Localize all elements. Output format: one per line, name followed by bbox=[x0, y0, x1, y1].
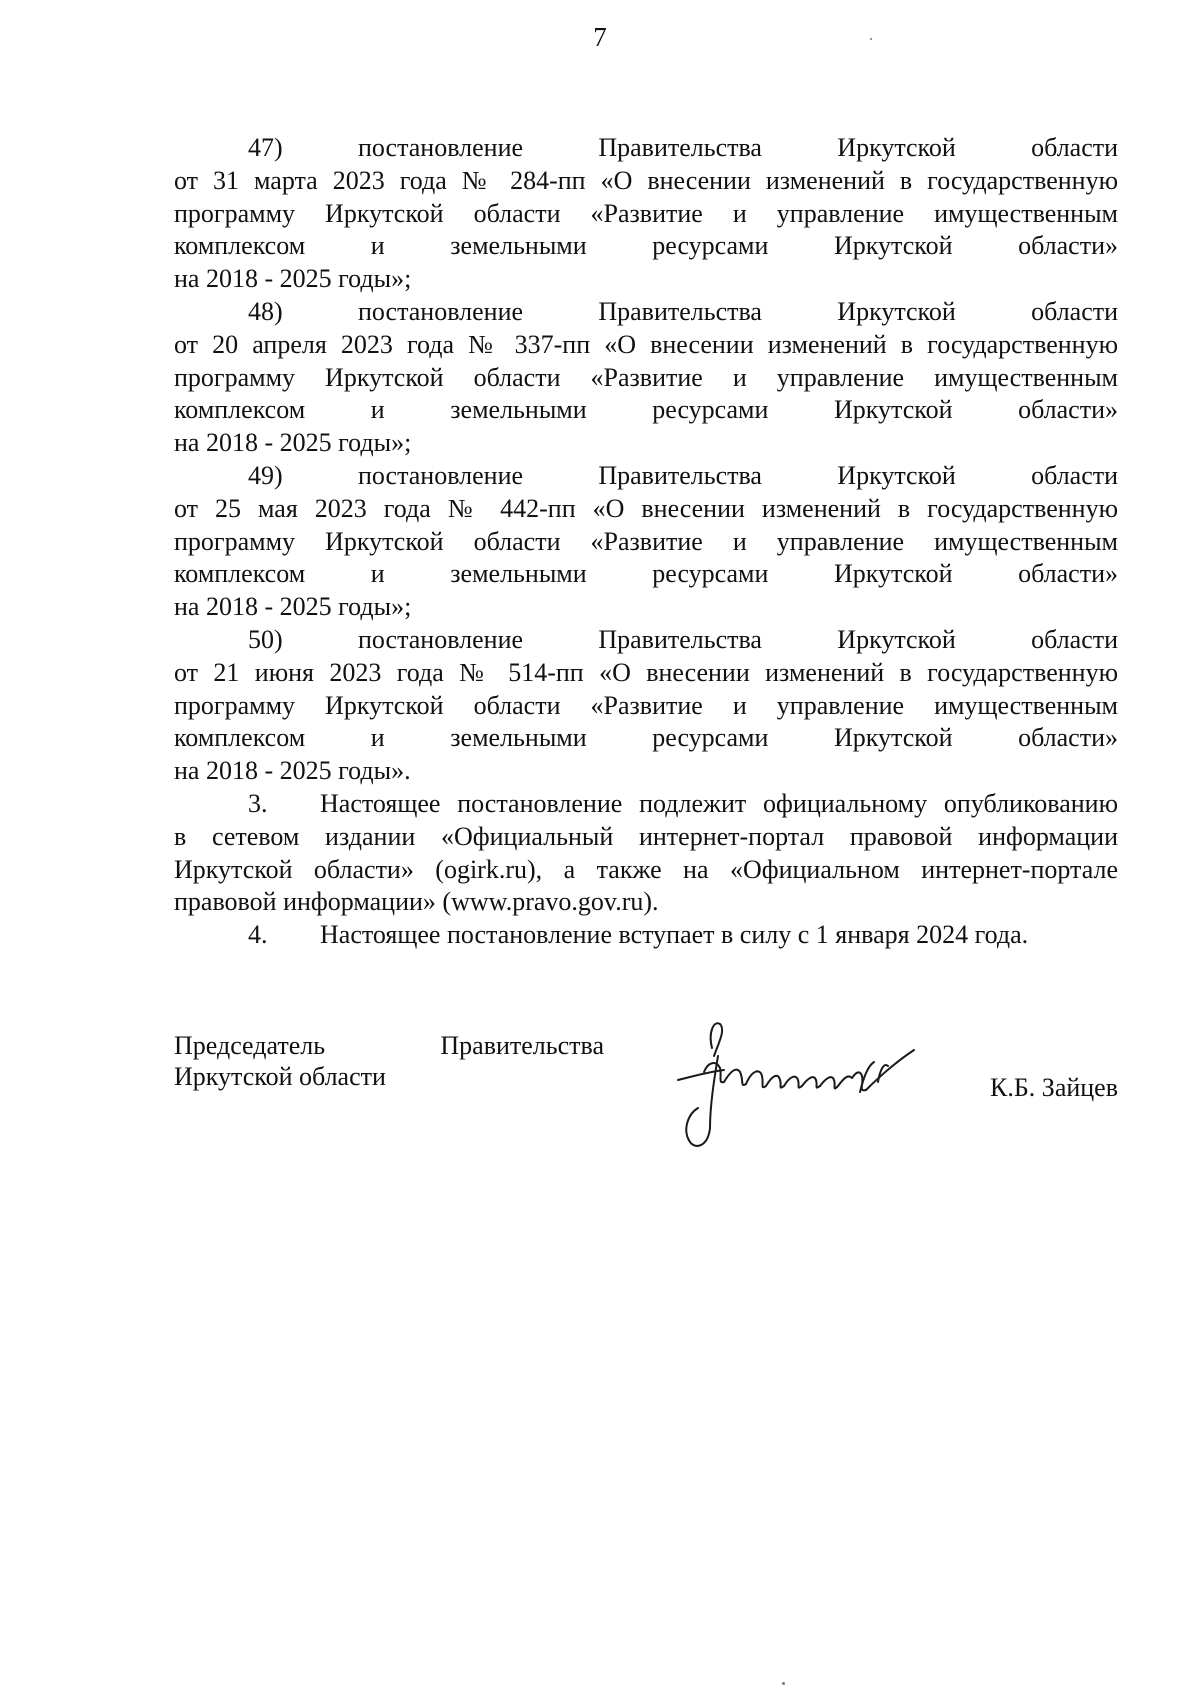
clause-text-line: в сетевом издании «Официальный интернет-портал правовой информации bbox=[174, 821, 1118, 851]
item-head-word: Иркутской bbox=[837, 624, 956, 654]
list-item-50 bbox=[174, 624, 1118, 788]
item-number: 50) bbox=[248, 624, 283, 654]
item-head-word: Иркутской bbox=[837, 296, 956, 326]
item-head-word: Правительства bbox=[598, 133, 762, 162]
clause-number: 3. bbox=[248, 788, 268, 818]
handwritten-signature bbox=[674, 1010, 934, 1160]
clause-first-line bbox=[174, 788, 1118, 821]
item-head-line bbox=[174, 624, 1118, 657]
position-word: Правительства bbox=[440, 1031, 604, 1060]
position-line-2: Иркутской области bbox=[174, 1062, 386, 1091]
position-word: Председатель bbox=[174, 1031, 326, 1060]
item-head-word: области bbox=[1031, 296, 1119, 326]
scan-speck bbox=[870, 38, 872, 40]
item-head-word: постановление bbox=[357, 460, 524, 490]
clause-text-line: Иркутской области» (ogirk.ru), а также на «Официальном интернет-портале bbox=[174, 854, 1118, 884]
item-text-line: от 25 мая 2023 года № 442-пп «О внесении изменений в государственную bbox=[174, 493, 1118, 523]
signatory-position bbox=[174, 1030, 604, 1092]
clause-3 bbox=[174, 788, 1118, 919]
item-text-line: программу Иркутской области «Развитие и управление имущественным bbox=[174, 690, 1118, 720]
item-number: 48) bbox=[248, 296, 283, 326]
clause-first-line bbox=[174, 919, 1118, 952]
item-text-line: на 2018 - 2025 годы». bbox=[174, 756, 411, 786]
list-item-47 bbox=[174, 132, 1118, 296]
signatory-name: К.Б. Зайцев bbox=[990, 1073, 1118, 1102]
position-line-1 bbox=[174, 1030, 604, 1061]
document-body bbox=[174, 132, 1118, 952]
item-text-line: программу Иркутской области «Развитие и управление имущественным bbox=[174, 198, 1118, 228]
item-head-word: Правительства bbox=[598, 624, 762, 654]
item-text-line: комплексом и земельными ресурсами Иркутской области» bbox=[174, 231, 1118, 261]
item-head-word: области bbox=[1031, 133, 1119, 162]
item-number: 49) bbox=[248, 460, 283, 490]
item-head-word: области bbox=[1031, 460, 1119, 490]
page-number: 7 bbox=[593, 22, 607, 52]
clause-text: Настоящее постановление подлежит официальному опубликованию bbox=[320, 788, 1118, 818]
clause-text: Настоящее постановление вступает в силу с 1 января 2024 года. bbox=[320, 920, 1029, 950]
scan-speck bbox=[782, 1682, 785, 1685]
item-text-line: на 2018 - 2025 годы»; bbox=[174, 264, 412, 294]
list-item-49 bbox=[174, 460, 1118, 624]
item-head-line bbox=[174, 132, 1118, 165]
item-text-line: от 21 июня 2023 года № 514-пп «О внесении изменений в государственную bbox=[174, 657, 1118, 687]
signature-block bbox=[174, 1030, 1118, 1180]
item-head-word: постановление bbox=[357, 296, 524, 326]
item-head-word: Правительства bbox=[598, 460, 762, 490]
item-head-word: Иркутской bbox=[837, 133, 956, 162]
item-text-line: комплексом и земельными ресурсами Иркутской области» bbox=[174, 723, 1118, 753]
item-text-line: программу Иркутской области «Развитие и управление имущественным bbox=[174, 526, 1118, 556]
item-text-line: на 2018 - 2025 годы»; bbox=[174, 592, 412, 622]
item-head-word: Правительства bbox=[598, 296, 762, 326]
clause-number: 4. bbox=[248, 920, 268, 950]
item-text-line: комплексом и земельными ресурсами Иркутской области» bbox=[174, 395, 1118, 425]
item-number: 47) bbox=[248, 133, 283, 162]
item-text-line: на 2018 - 2025 годы»; bbox=[174, 428, 412, 458]
item-head-word: постановление bbox=[357, 624, 524, 654]
item-head-word: Иркутской bbox=[837, 460, 956, 490]
item-text-line: комплексом и земельными ресурсами Иркутской области» bbox=[174, 559, 1118, 589]
item-text-line: от 31 марта 2023 года № 284-пп «О внесении изменений в государственную bbox=[174, 165, 1118, 195]
clause-text-line: правовой информации» (www.pravo.gov.ru). bbox=[174, 887, 659, 917]
item-text-line: от 20 апреля 2023 года № 337-пп «О внесении изменений в государственную bbox=[174, 329, 1118, 359]
item-head-word: области bbox=[1031, 624, 1119, 654]
list-item-48 bbox=[174, 296, 1118, 460]
clause-4 bbox=[174, 919, 1118, 952]
item-head-line bbox=[174, 296, 1118, 329]
item-text-line: программу Иркутской области «Развитие и управление имущественным bbox=[174, 362, 1118, 392]
item-head-word: постановление bbox=[357, 133, 524, 162]
item-head-line bbox=[174, 460, 1118, 493]
